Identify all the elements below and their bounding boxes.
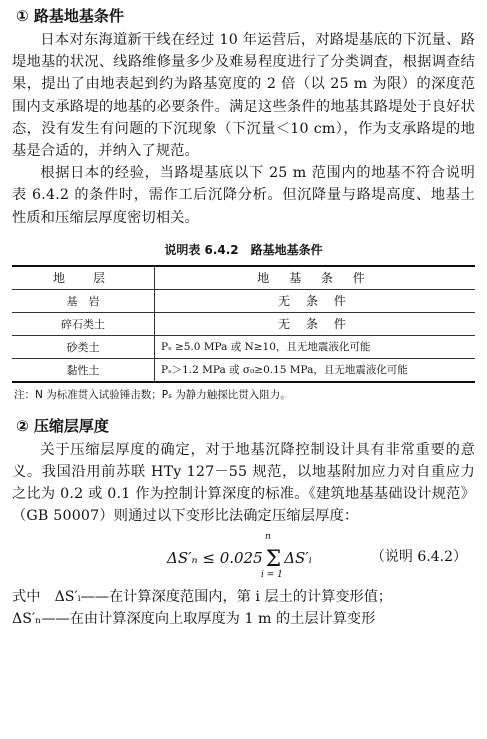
formula-block (12, 532, 475, 586)
definition-line-2: ΔS′ₙ——在由计算深度向上取厚度为 1 m 的土层计算变形 (12, 610, 376, 627)
paragraph-japan-survey: 日本对东海道新干线在经过 10 年运营后，对路堤基底的下沉量、路堤地基的状况、线路维修量多少及难易程度进行了分类调査，根据调查结果，提出了由地表起到约为路基宽度的 2 倍（以 25 m 为限）的深度范围内支承路堤的地基的必要条件。满足这些条件的地基其路堤处于良好状态，没有发生有问题的下沉现象（下沉量＜10 cm），作为支承路堤的地基是合适的，并纳入了规范。 (12, 32, 475, 160)
table-row (12, 312, 475, 335)
cell-condition: 无 条 件 (155, 289, 476, 312)
cell-layer: 黏性土 (12, 358, 155, 382)
subgrade-condition-table (12, 265, 475, 383)
formula-tag: （说明 6.4.2） (370, 548, 467, 565)
header-layer: 地 层 (12, 266, 155, 290)
sum-lower-limit: i = 1 (261, 569, 283, 580)
paragraph-settlement-analysis: 根据日本的经验，当路堤基底以下 25 m 范围内的地基不符合说明表 6.4.2 的条件时，需作工后沉降分析。但沉降量与路堤高度、地基土性质和压缩层厚度密切相关。 (12, 165, 475, 226)
paragraph-compression-layer: 关于压缩层厚度的确定，对于地基沉降控制设计具有非常重要的意义。我国沿用前苏联 HTy 127－55 规范，以地基附加应力对自重应力之比为 0.2 或 0.1 作为控制计算深度的标准。《建筑地基基础设计规范》（GB 50007）则通过以下变形比法确定压缩层厚度： (12, 441, 475, 525)
formula-rhs: ΔS′ᵢ (284, 548, 312, 567)
table-row (12, 335, 475, 358)
header-condition: 地 基 条 件 (155, 266, 476, 290)
table-header-row (12, 266, 475, 290)
cell-condition: 无 条 件 (155, 312, 476, 335)
table-caption: 说明表 6.4.2 路基地基条件 (164, 242, 323, 257)
cell-layer: 碎石类土 (12, 312, 155, 335)
section-heading-subgrade: ① 路基地基条件 (16, 7, 124, 25)
cell-condition: Pₛ＞1.2 MPa 或 σ₀≥0.15 MPa，且无地震液化可能 (155, 358, 476, 382)
formula-lhs: ΔS′ₙ ≤ 0.025 (167, 548, 263, 567)
table-note: 注：N 为标准贯入试验锤击数；Pₛ 为静力触探比贯入阻力。 (14, 388, 291, 401)
cell-layer: 基 岩 (12, 289, 155, 312)
table-row (12, 289, 475, 312)
sum-symbol: Σ (265, 546, 282, 572)
definition-line-1: 式中 ΔS′ᵢ——在计算深度范围内，第 i 层土的计算变形值； (12, 588, 393, 605)
table-row (12, 358, 475, 382)
cell-condition: Pₛ ≥5.0 MPa 或 N≥10，且无地震液化可能 (155, 335, 476, 358)
formula-expression (167, 544, 312, 572)
cell-layer: 砂类土 (12, 335, 155, 358)
sum-upper-limit: n (265, 531, 271, 542)
section-heading-compression-layer: ② 压缩层厚度 (16, 416, 109, 435)
